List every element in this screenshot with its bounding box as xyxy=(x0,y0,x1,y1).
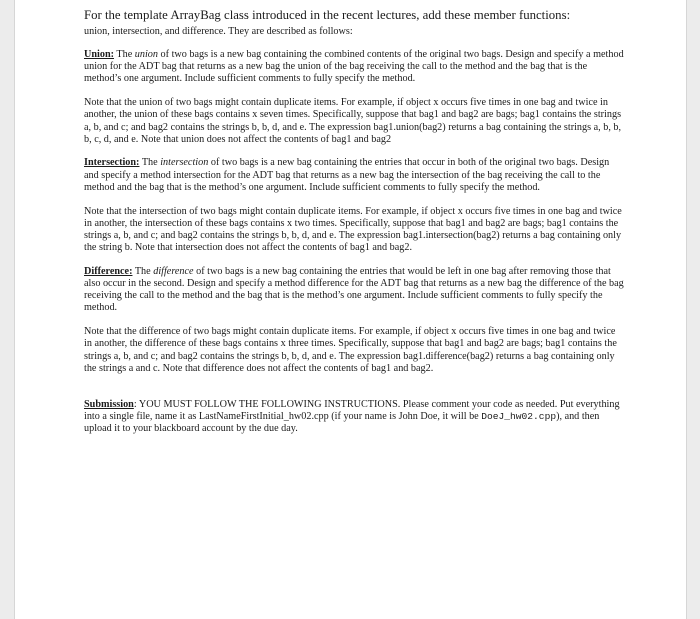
difference-paragraph: Difference: The difference of two bags is a new bag containing the entries that would be left in one bag after removing those that also occur in the second. Design and specify a method difference for the ADT bag that returns as a new bag the difference of the bag receiving the call to the method and the bag that is the method’s one argument. Include sufficient comments to fully specify the method. xyxy=(84,265,624,314)
left-margin xyxy=(0,0,15,619)
right-margin xyxy=(686,0,700,619)
assignment-page xyxy=(84,8,624,447)
intersection-term: intersection xyxy=(160,157,209,169)
union-note: Note that the union of two bags might contain duplicate items. For example, if object x occurs five times in one bag and twice in another, the union of these bags contains x seven times. Specifically, suppose that bag1 and bag2 are bags; bag1 contains the strings a, b, and c; and bag2 contains the strings b, b, d, and e. The expression bag1.union(bag2) returns a bag containing the strings a, b, b, b, c, d, and e. Note that union does not affect the contents of bag1 and bag2 xyxy=(84,97,622,145)
submission-text-1: : YOU MUST FOLLOW THE FOLLOWING INSTRUCTIONS. Please comment your code as needed. Put everything into a single file, name it as LastNameFirstInitial_hw02.cpp (if your name is John Doe, it will be xyxy=(84,398,620,423)
difference-note: Note that the difference of two bags might contain duplicate items. For example, if object x occurs five times in one bag and twice in another, the difference of these bags contains x three times. Specifically, suppose that bag1 and bag2 are bags; bag1 contains the strings a, b, and c; and bag2 contains the strings b, b, d, and e. The expression bag1.difference(bag2) returns a bag containing only the strings a and c. Note that difference does not affect the contents of bag1 and bag2. xyxy=(84,326,617,374)
submission-paragraph xyxy=(84,399,624,436)
union-body: of two bags is a new bag containing the combined contents of the original two bags. Design and specify a method union for the ADT bag that returns as a new bag the union of the bag receiving the call to the method and the bag that is the method’s one argument. Include sufficient comments to fully specify the method. xyxy=(84,49,624,85)
union-paragraph: Union: The union of two bags is a new bag containing the combined contents of the original two bags. Design and specify a method union for the ADT bag that returns as a new bag the union of the bag receiving the call to the method and the bag that is the method’s one argument. Include sufficient comments to fully specify the method. xyxy=(84,49,624,85)
intro-line-2: union, intersection, and difference. They are described as follows: xyxy=(84,26,353,37)
intro-paragraph xyxy=(84,8,624,39)
intersection-paragraph: Intersection: The intersection of two bags is a new bag containing the entries that occur in both of the original two bags. Design and specify a method intersection for the ADT bag that returns as a new bag the intersection of the bag receiving the call to the method and the bag that is the method’s one argument. Include sufficient comments to fully specify the method. xyxy=(84,157,610,193)
submission-heading: Submission xyxy=(84,398,134,410)
difference-term: difference xyxy=(153,265,194,277)
submission-text-2: ), and then upload it to your blackboard account by the due day. xyxy=(84,411,600,435)
difference-body: of two bags is a new bag containing the entries that would be left in one bag after removing those that also occur in the second. Design and specify a method difference for the ADT bag that returns as a new bag the difference of the bag receiving the call to the method and the bag that is the method’s one argument. Include sufficient comments to fully specify the method. xyxy=(84,265,624,314)
union-term: union xyxy=(134,49,158,60)
submission-filename-example: DoeJ_hw02.cpp xyxy=(481,411,557,423)
intersection-body: of two bags is a new bag containing the entries that occur in both of the original two bags. Design and specify a method intersection for the ADT bag that returns as a new bag the intersection of the bag receiving the call to the method and the bag that is the method’s one argument. Include sufficient comments to fully specify the method. xyxy=(84,157,610,193)
intro-line-1: For the template ArrayBag class introduced in the recent lectures, add these member functions: xyxy=(84,8,571,22)
intersection-note: Note that the intersection of two bags might contain duplicate items. For example, if object x occurs five times in one bag and twice in another, the intersection of these bags contains x two times. Specifically, suppose that bag1 and bag2 are bags; bag1 contains the strings a, b, and c; and bag2 contains the strings b, b, d, and e. The expression bag1.intersection(bag2) returns a bag containing only the string b. Note that intersection does not affect the contents of bag1 and bag2. xyxy=(84,205,622,254)
intersection-heading: Intersection: xyxy=(84,157,140,169)
difference-heading: Difference: xyxy=(84,265,133,277)
union-heading: Union: xyxy=(84,49,115,60)
